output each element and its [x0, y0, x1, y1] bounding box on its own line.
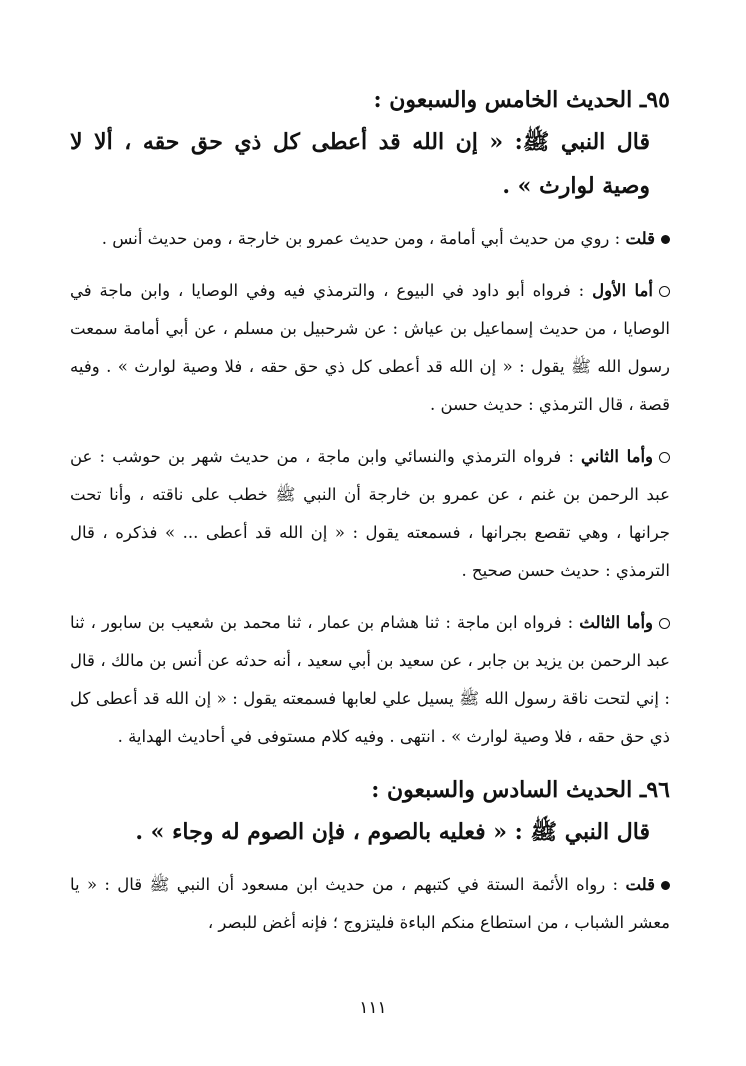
second-narration-paragraph [70, 438, 670, 590]
hadith-96-quote: قال النبي ﷺ : « فعليه بالصوم ، فإن الصوم له وجاء » . [135, 819, 650, 845]
qultu-text: : رواه الأئمة الستة في كتبهم ، من حديث ابن مسعود أن النبي ﷺ قال : « يا معشر الشباب ، من استطاع منكم الباءة فليتزوج ؛ فإنه أغض للبصر ، [70, 875, 670, 932]
page-number: ١١١ [359, 998, 387, 1018]
hadith-95-heading: ٩٥ـ الحديث الخامس والسبعون : [373, 87, 670, 113]
first-text: : فرواه أبو داود في البيوع ، والترمذي فيه وفي الوصايا ، وابن ماجة في الوصايا ، من حديث إسماعيل بن عياش : عن شرحبيل بن مسلم ، عن أبي أمامة سمعت رسول الله ﷺ يقول : « إن الله قد أعطى كل ذي حق حقه ، فلا وصية لوارث » . وفيه قصة ، قال الترمذي : حديث حسن . [70, 281, 670, 414]
hadith-95-quote: قال النبي ﷺ: « إن الله قد أعطى كل ذي حق حقه ، ألا لا وصية لوارث » . [70, 129, 650, 199]
qultu-paragraph-1 [70, 220, 670, 258]
open-bullet-icon [659, 286, 670, 297]
qultu-label: قلت [625, 875, 655, 894]
second-label: وأما الثاني [581, 447, 654, 466]
third-label: وأما الثالث [579, 613, 653, 632]
third-text: : فرواه ابن ماجة : ثنا هشام بن عمار ، ثنا محمد بن شعيب بن سابور ، ثنا عبد الرحمن بن يزيد بن جابر ، عن سعيد بن أبي سعيد ، أنه حدثه عن أنس بن مالك ، قال : إني لتحت ناقة رسول الله ﷺ يسيل علي لعابها فسمعته يقول : « إن الله قد أعطى كل ذي حق حقه ، فلا وصية لوارث » . انتهى . وفيه كلام مستوفى في أحاديث الهداية . [70, 613, 670, 746]
qultu-paragraph-2 [70, 866, 670, 942]
open-bullet-icon [659, 452, 670, 463]
filled-bullet-icon [661, 235, 670, 244]
first-narration-paragraph [70, 272, 670, 424]
filled-bullet-icon [661, 881, 670, 890]
third-narration-paragraph [70, 604, 670, 756]
second-text: : فرواه الترمذي والنسائي وابن ماجة ، من حديث شهر بن حوشب : عن عبد الرحمن بن غنم ، عن عمرو بن خارجة أن النبي ﷺ خطب على ناقته ، وأنا تحت جرانها ، وهي تقصع بجرانها ، فسمعته يقول : « إن الله قد أعطى ... » فذكره ، قال الترمذي : حديث حسن صحيح . [70, 447, 670, 580]
qultu-label: قلت [625, 229, 655, 248]
hadith-96-heading: ٩٦ـ الحديث السادس والسبعون : [371, 777, 670, 803]
page-body [70, 80, 670, 956]
open-bullet-icon [659, 618, 670, 629]
qultu-text: : روي من حديث أبي أمامة ، ومن حديث عمرو بن خارجة ، ومن حديث أنس . [101, 229, 621, 248]
first-label: أما الأول [592, 281, 653, 300]
